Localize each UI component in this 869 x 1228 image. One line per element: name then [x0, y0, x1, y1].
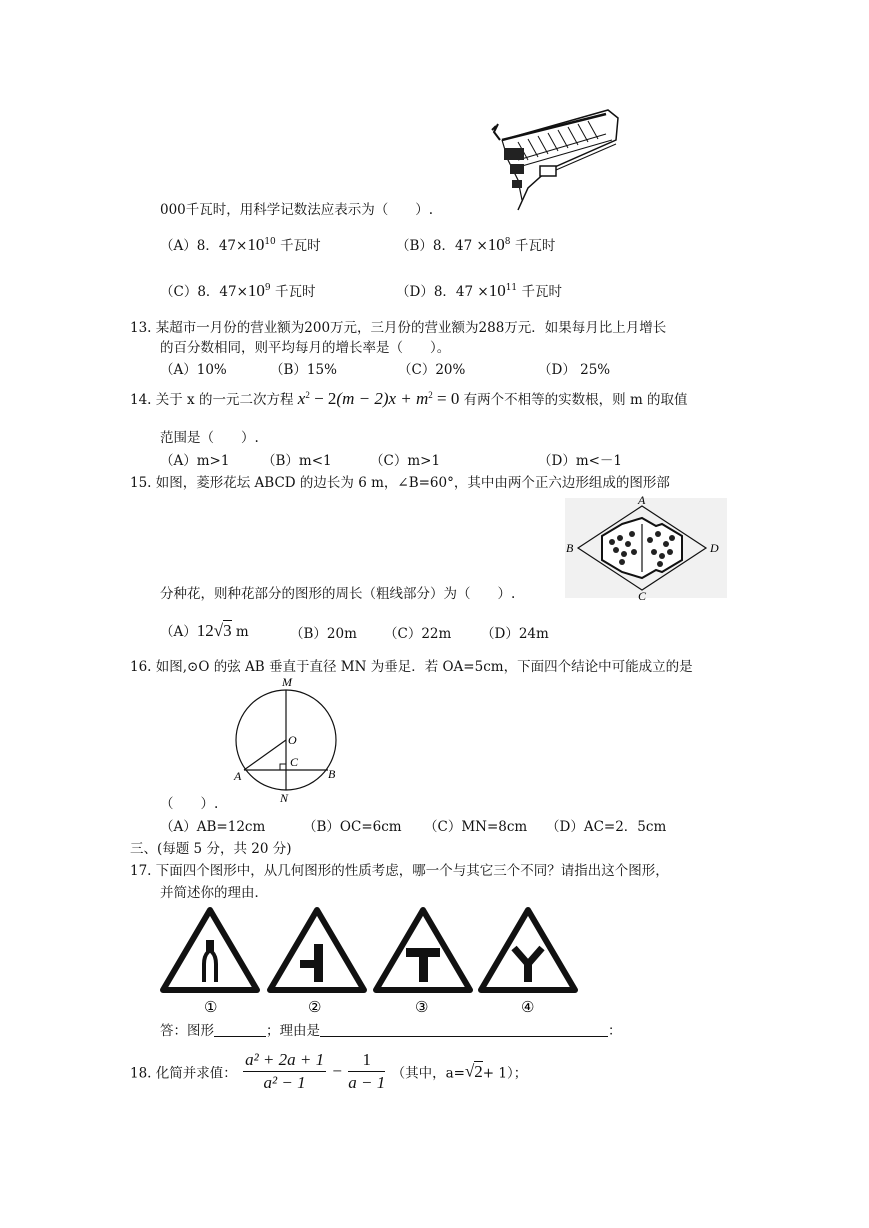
- q18-minus: −: [332, 1061, 342, 1081]
- q16-option-d[interactable]: （D）AC=2．5cm: [546, 819, 667, 835]
- q12-option-a-exponent: 10: [264, 237, 276, 247]
- q14-option-c[interactable]: （C）m>1: [370, 453, 441, 469]
- q16-option-a[interactable]: （A）AB=12cm: [160, 819, 266, 835]
- q14-eq-part3: = 0: [432, 389, 460, 408]
- q15-label-c: C: [638, 589, 647, 603]
- q18-condition-prefix: （其中，a=: [391, 1065, 465, 1082]
- q13-option-d[interactable]: （D） 25%: [538, 362, 611, 378]
- q15-option-a-unit: m: [231, 624, 249, 640]
- q14-eq-x: x: [297, 389, 306, 408]
- sign-label-3: ③: [415, 1000, 429, 1016]
- sign-label-2: ②: [308, 1000, 322, 1016]
- q13-option-c[interactable]: （C）20%: [398, 362, 466, 378]
- sign-label-1: ①: [204, 1000, 218, 1016]
- q14-eq-exp-2: 2: [428, 390, 433, 400]
- q14-option-d[interactable]: （D）m<－1: [538, 453, 623, 469]
- q16-option-c[interactable]: （C）MN=8cm: [424, 819, 528, 835]
- q18-condition-radicand: 2: [474, 1061, 483, 1081]
- q12-option-c-unit: 千瓦时: [274, 284, 316, 300]
- q17-traffic-signs: [160, 906, 580, 1020]
- q18-frac1-numerator: a² + 2a + 1: [243, 1050, 326, 1072]
- q17-stem-line2: 并简述你的理由．: [160, 885, 268, 901]
- q14-eq-exp-1: 2: [305, 390, 310, 400]
- q15-option-a-label: （A）: [160, 624, 197, 640]
- q13-option-a[interactable]: （A）10%: [160, 362, 227, 378]
- q18-frac2-denominator: a − 1: [348, 1073, 386, 1092]
- q14-option-b[interactable]: （B）m<1: [262, 453, 332, 469]
- q17-answer-line: [160, 1019, 622, 1039]
- q15-rhombus-figure: [562, 494, 732, 602]
- q12-option-a-base: 10: [247, 235, 265, 254]
- q15-option-b[interactable]: （B）20m: [290, 626, 357, 642]
- q12-option-d[interactable]: [396, 280, 562, 301]
- q12-option-d-base: 10: [488, 281, 506, 300]
- q18-fraction-1: [243, 1050, 326, 1093]
- sign-side-junction: [270, 910, 364, 990]
- q13-stem-line1: 13. 某超市一月份的营业额为200万元，三月份的营业额为288万元．如果每月比上月增长: [130, 320, 667, 336]
- q15-stem-line1: 15. 如图，菱形花坛 ABCD 的边长为 6 m，∠B=60°，其中由两个正六边形组成的图形部: [130, 475, 670, 491]
- q14-stem-line1: [130, 388, 688, 409]
- q15-option-c[interactable]: （C）22m: [384, 626, 452, 642]
- q12-option-c-exponent: 9: [264, 283, 271, 293]
- sign-t-junction: [376, 910, 470, 990]
- q15-stem-line2: 分种花，则种花部分的图形的周长（粗线部分）为（ ）.: [160, 586, 516, 602]
- q12-option-b-exponent: 8: [504, 237, 511, 247]
- q16-label-b: B: [328, 767, 336, 781]
- q17-stem-line1: 17. 下面四个图形中，从几何图形的性质考虑，哪一个与其它三个不同？请指出这个图形，: [130, 863, 669, 879]
- q14-stem-suffix: 有两个不相等的实数根，则 m 的取值: [463, 392, 688, 408]
- q12-option-b-label: （B）8．47 ×: [396, 238, 488, 254]
- sqrt-symbol: √: [464, 1061, 475, 1081]
- q12-option-b[interactable]: [396, 234, 555, 255]
- hydropower-dam-illustration: [488, 100, 623, 212]
- q17-answer-end: ：: [608, 1023, 622, 1039]
- q16-label-m: M: [282, 675, 292, 689]
- q18-condition-suffix: + 1）；: [482, 1065, 528, 1082]
- q14-stem-line2: 范围是（ ）.: [160, 430, 259, 446]
- q15-label-b: B: [566, 541, 574, 555]
- q17-answer-mid: ；理由是: [266, 1023, 320, 1039]
- q18-frac1-denominator: a² − 1: [263, 1073, 306, 1092]
- q16-label-n: N: [280, 791, 289, 805]
- q16-option-b[interactable]: （B）OC=6cm: [303, 819, 402, 835]
- q15-label-d: D: [710, 541, 719, 555]
- q15-option-a-radicand: 3: [223, 621, 232, 640]
- q14-equation: [298, 389, 460, 408]
- sign-y-junction: [481, 910, 575, 990]
- section-3-title: 三、(每题 5 分，共 20 分): [130, 841, 292, 857]
- q16-label-c: C: [290, 755, 299, 769]
- q14-stem-prefix: 14. 关于 x 的一元二次方程: [130, 392, 294, 408]
- q13-stem-line2: 的百分数相同，则平均每月的增长率是（ ）。: [160, 340, 451, 356]
- q14-eq-part2: (m − 2)x + m: [336, 389, 429, 408]
- q16-circle-figure: [230, 674, 350, 806]
- sqrt-symbol: √: [213, 621, 224, 640]
- q15-option-a-coef: 12: [196, 621, 214, 640]
- q12-option-d-exponent: 11: [505, 283, 518, 293]
- q12-option-d-unit: 千瓦时: [521, 284, 562, 300]
- q12-option-c-base: 10: [247, 281, 265, 300]
- q12-option-a-label: （A）8．47×: [160, 238, 248, 254]
- q16-stem-line2: （ ）.: [160, 796, 219, 812]
- q12-stem-tail: 000千瓦时，用科学记数法应表示为（ ）.: [160, 202, 434, 218]
- q15-label-a: A: [638, 493, 646, 507]
- q17-reason-blank[interactable]: [320, 1022, 608, 1037]
- q12-option-a-unit: 千瓦时: [280, 238, 321, 254]
- q17-answer-prefix: 答：图形: [160, 1023, 214, 1039]
- q18-prefix: 18. 化简并求值：: [130, 1065, 237, 1082]
- q12-option-b-base: 10: [487, 235, 505, 254]
- q17-figure-blank[interactable]: [214, 1022, 266, 1037]
- q15-option-d[interactable]: （D）24m: [481, 626, 549, 642]
- q14-eq-part1: − 2: [309, 389, 337, 408]
- q12-option-c-label: （C）8．47×: [160, 284, 248, 300]
- q14-option-a[interactable]: （A）m>1: [160, 453, 230, 469]
- q12-option-c[interactable]: [160, 280, 315, 301]
- q15-option-a[interactable]: [160, 620, 249, 641]
- q12-option-d-label: （D）8．47 ×: [396, 284, 489, 300]
- q16-label-o: O: [288, 733, 297, 747]
- q18-stem: [130, 1050, 527, 1093]
- sign-label-4: ④: [521, 1000, 535, 1016]
- q16-stem-line1: 16. 如图,⊙O 的弦 AB 垂直于直径 MN 为垂足．若 OA=5cm，下面四个结论中可能成立的是: [130, 659, 693, 675]
- q12-option-a[interactable]: [160, 234, 321, 255]
- q18-fraction-2: [348, 1050, 385, 1093]
- q13-option-b[interactable]: （B）15%: [270, 362, 337, 378]
- q12-option-b-unit: 千瓦时: [514, 238, 556, 254]
- sign-road-narrows: [163, 910, 257, 990]
- q18-frac2-numerator: 1: [348, 1050, 385, 1072]
- q16-label-a: A: [234, 769, 242, 783]
